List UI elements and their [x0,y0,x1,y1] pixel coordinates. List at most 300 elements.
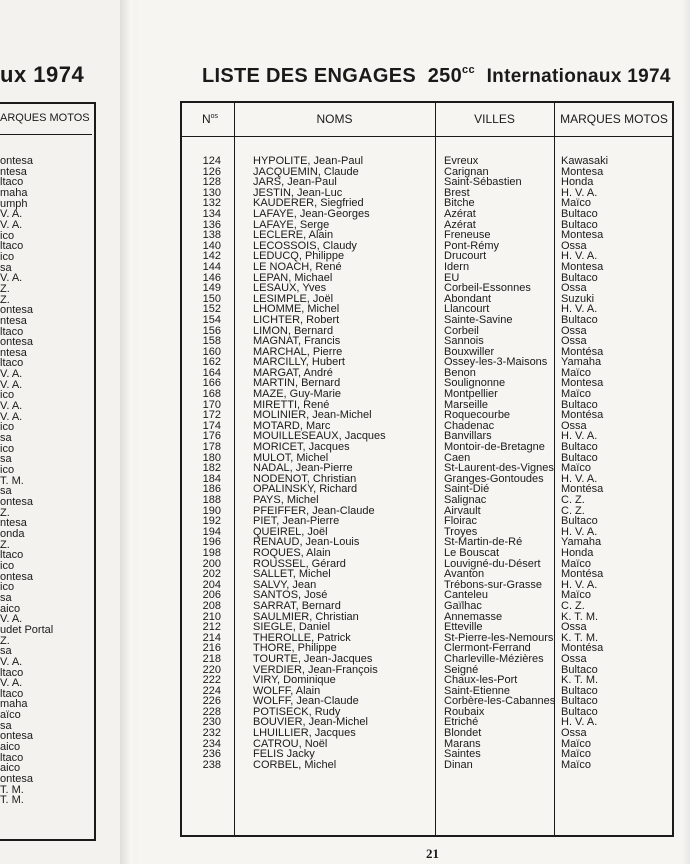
entry-city: Llancourt [444,303,490,316]
left-make-cell: V. A. [0,613,23,626]
entry-name: BOUVIER, Jean-Michel [253,716,368,729]
left-page [0,0,120,864]
entry-make: Bultaco [561,207,598,220]
entry-city: Abondant [444,292,492,305]
entry-city: Roubaix [444,705,485,718]
entry-number: 208 [202,599,221,612]
entry-number: 170 [202,398,221,411]
entry-number: 204 [202,578,221,591]
entry-name: MIRETTI, René [253,398,330,411]
entry-number: 222 [202,674,221,687]
entry-make: Montesa [561,377,604,390]
entry-name: PIET, Jean-Pierre [253,515,340,528]
entry-name: LIMON, Bernard [253,324,334,337]
entry-make: Ossa [561,727,587,740]
entry-name: LHUILLIER, Jacques [253,727,356,740]
left-header-divider [0,134,92,135]
entry-number: 156 [202,324,221,337]
entry-number: 168 [202,388,221,401]
entry-make: Bultaco [561,705,598,718]
entry-city: Soulignonne [444,377,506,390]
entry-make: Maïco [561,197,591,210]
entry-make: Montesa [561,229,604,242]
entry-number: 230 [202,716,221,729]
left-make-cell: V. A. [0,378,23,391]
entry-number: 218 [202,652,221,665]
entry-make: Maïco [561,589,591,602]
entry-city: Sainte-Savine [444,313,513,326]
entry-make: Ossa [561,335,587,348]
left-make-cell: ico [0,442,15,455]
makes-column [561,156,608,770]
left-make-cell: ntesa [0,517,27,530]
entry-number: 136 [202,218,221,231]
entry-city: Saint-Dié [444,483,490,496]
entry-city: Pont-Rémy [444,239,500,252]
entry-name: LECOSSOIS, Claudy [253,239,357,252]
entry-name: LAFAYE, Jean-Georges [253,207,370,220]
entry-make: Bultaco [561,695,598,708]
entry-name: LE NOACH, René [253,260,342,273]
entry-number: 178 [202,441,221,454]
entry-city: Etriché [444,716,479,729]
entry-name: ROQUES, Alain [253,546,331,559]
entry-number: 238 [202,758,221,771]
title-class-suffix: cc [462,64,475,76]
left-page-title: ux 1974 [0,62,85,87]
entry-number: 188 [202,494,221,506]
header-cities: VILLES [474,112,515,126]
entry-number: 194 [202,525,221,538]
entry-name: THEROLLE, Patrick [253,631,351,644]
entry-city: Gaïlhac [444,599,482,612]
left-make-cell: T. M. [0,794,24,807]
entry-city: Caen [444,451,471,464]
entry-make: Maïco [561,462,591,475]
entry-city: Granges-Gontoudes [444,472,544,485]
entry-make: Montésa [561,345,604,358]
left-make-cell: Z. [0,538,10,551]
left-make-cell: ntesa [0,165,27,178]
entry-name: LESAUX, Yves [253,282,327,295]
entry-name: NADAL, Jean-Pierre [253,462,353,475]
entry-number: 134 [202,207,221,220]
entry-city: Bitche [444,197,475,210]
left-make-cell: ltaco [0,240,24,253]
entry-name: LAFAYE, Serge [253,218,330,231]
entry-number: 142 [202,250,221,263]
title-main: LISTE DES ENGAGES [202,65,417,87]
entry-city: Avanton [444,568,485,581]
left-make-cell: aico [0,602,21,615]
entry-number: 190 [202,504,221,517]
entry-number: 154 [202,313,221,326]
left-make-cell: sa [0,261,12,274]
left-make-cell: ontesa [0,730,34,743]
entry-make: Bultaco [561,515,598,528]
left-make-cell: V. A. [0,410,23,423]
entry-name: MOTARD, Marc [253,419,331,432]
entry-name: THORE, Philippe [253,642,337,655]
entry-city: Saint-Etienne [444,684,511,697]
entry-make: Bultaco [561,441,598,454]
entry-name: JARS, Jean-Paul [253,176,337,189]
entry-number: 146 [202,271,221,284]
entry-city: Freneuse [444,229,491,242]
entry-number: 126 [202,165,221,178]
entry-number: 184 [202,472,221,485]
entry-make: Bultaco [561,218,598,231]
entry-city: Marseille [444,398,489,411]
entry-number: 140 [202,239,221,252]
entry-number: 160 [202,345,221,358]
entry-city: Etteville [444,621,483,634]
entry-number: 172 [202,409,221,422]
entry-make: H. V. A. [561,525,598,538]
entry-make: Yamaha [561,356,602,369]
entry-make: H. V. A. [561,186,598,199]
entry-number: 166 [202,377,221,390]
left-make-cell: ltaco [0,687,24,700]
entry-number: 144 [202,260,221,273]
entry-city: Azérat [444,218,476,231]
entry-make: Kawasaki [561,155,609,167]
entry-make: H. V. A. [561,578,598,591]
numbers-column [194,156,221,770]
entry-name: PAYS, Michel [253,494,319,506]
entry-city: Marans [444,737,481,750]
entry-make: Montesa [561,165,604,178]
entry-city: Blondet [444,727,482,740]
left-make-cell: ltaco [0,549,24,562]
left-make-cell: V. A. [0,218,23,231]
left-make-cell: onda [0,527,25,540]
entry-make: Bultaco [561,271,598,284]
col-divider-1 [234,103,235,835]
left-make-cell: ico [0,389,15,402]
entry-number: 232 [202,727,221,740]
left-make-cell: T. M. [0,474,24,487]
entry-city: Chadenac [444,419,495,432]
left-make-cell: ico [0,421,15,434]
entry-city: Louvigné-du-Désert [444,557,541,570]
entry-number: 162 [202,356,221,369]
left-make-cell: maha [0,186,28,199]
entry-city: Banvillars [444,430,492,443]
entry-city: Trébons-sur-Grasse [444,578,543,591]
entry-make: H. V. A. [561,303,598,316]
entry-name: NODENOT, Christian [253,472,357,485]
entry-city: Ossey-les-3-Maisons [444,356,548,369]
entry-make: Bultaco [561,313,598,326]
entry-name: SALLET, Michel [253,568,331,581]
entry-city: Corbère-les-Cabannes [444,695,556,708]
entry-number: 228 [202,705,221,718]
left-make-cell: ico [0,464,15,477]
entry-city: Salignac [444,494,487,506]
entry-name: MORICET, Jacques [253,441,350,454]
left-make-cell: V. A. [0,208,23,221]
entry-city: Sannois [444,335,484,348]
entry-city: Brest [444,186,470,199]
page-title [202,64,671,88]
entry-number: 202 [202,568,221,581]
left-make-cell: udet Portal [0,623,54,636]
entry-make: C. Z. [561,494,585,506]
entry-number: 210 [202,610,221,623]
left-make-cell: sa [0,453,12,466]
left-make-cell: sa [0,485,12,498]
left-make-cell: ltaco [0,751,24,764]
entry-name: POTISECK, Rudy [253,705,341,718]
entry-make: Honda [561,176,594,189]
entry-number: 130 [202,186,221,199]
entry-name: LEPAN, Michael [253,271,333,284]
entry-city: EU [444,271,460,284]
left-make-cell: ntesa [0,314,27,327]
entry-city: Le Bouscat [444,546,500,559]
entry-make: H. V. A. [561,430,598,443]
entry-make: Maïco [561,388,591,401]
entry-make: K. T. M. [561,631,599,644]
entry-make: K. T. M. [561,610,599,623]
left-make-cell: V. A. [0,272,23,285]
entry-city: Benon [444,366,476,379]
entry-city: Chaux-les-Port [444,674,518,687]
entry-city: St-Martin-de-Ré [444,536,523,549]
entry-name: CORBEL, Michel [253,758,337,771]
entry-make: H. V. A. [561,716,598,729]
left-make-cell: sa [0,645,12,658]
entry-city: Dinan [444,758,473,771]
entry-city: St-Laurent-des-Vignes [444,462,554,475]
left-make-cell: T. M. [0,783,24,796]
header-num: $N^{os}$ [201,112,219,126]
entry-number: 124 [202,155,221,167]
title-rest: Internationaux 1974 [486,66,671,87]
left-make-cell: ontesa [0,336,34,349]
entry-number: 192 [202,515,221,528]
left-make-cell: sa [0,432,12,445]
entry-name: HYPOLITE, Jean-Paul [253,155,364,167]
entry-name: WOLFF, Alain [253,684,321,697]
header-divider [182,136,672,137]
entry-name: MARTIN, Bernard [253,377,341,390]
entry-number: 220 [202,663,221,676]
entry-name: RENAUD, Jean-Louis [253,536,360,549]
entry-name: LEDUCQ, Philippe [253,250,345,263]
entry-city: Corbeil-Essonnes [444,282,531,295]
entry-city: Canteleu [444,589,489,602]
entry-make: Ossa [561,239,587,252]
entry-name: LHOMME, Michel [253,303,340,316]
entry-make: Ossa [561,282,587,295]
entry-make: Ossa [561,419,587,432]
entry-number: 196 [202,536,221,549]
entry-make: Honda [561,546,594,559]
left-make-cell: aïco [0,709,21,722]
entry-number: 212 [202,621,221,634]
entry-city: Seigné [444,663,479,676]
left-make-cell: ontesa [0,496,34,508]
entry-make: Maïco [561,748,591,761]
entry-make: Montésa [561,483,604,496]
entry-make: Montesa [561,260,604,273]
entry-number: 150 [202,292,221,305]
entry-name: VIRY, Dominique [253,674,336,687]
entry-make: Bultaco [561,398,598,411]
left-make-cell: Z. [0,293,10,306]
left-make-cell: sa [0,591,12,604]
left-make-cell: aico [0,762,21,775]
entry-name: WOLFF, Jean-Claude [253,695,359,708]
entry-name: MARCILLY, Hubert [253,356,345,369]
entry-name: MAZE, Guy-Marie [253,388,342,401]
left-make-cell: Z. [0,634,10,647]
entry-make: Ossa [561,621,587,634]
book-gutter [120,0,138,864]
entry-number: 214 [202,631,221,644]
entry-name: QUEIREL, Joël [253,525,328,538]
left-make-cell: ico [0,250,15,263]
entry-number: 152 [202,303,221,316]
entry-name: SARRAT, Bernard [253,599,341,612]
entry-name: KAUDERER, Siegfried [253,197,364,210]
entry-number: 182 [202,462,221,475]
entry-name: JESTIN, Jean-Luc [253,186,343,199]
entry-number: 216 [202,642,221,655]
entry-name: SAULMIER, Christian [253,610,359,623]
entry-number: 200 [202,557,221,570]
entry-name: PFEIFFER, Jean-Claude [253,504,375,517]
entry-number: 206 [202,589,221,602]
entry-name: LICHTER, Robert [253,313,340,326]
entry-make: Suzuki [561,292,595,305]
entry-number: 176 [202,430,221,443]
entry-city: Saintes [444,748,481,761]
left-makes-list [0,156,53,806]
entry-number: 132 [202,197,221,210]
entry-city: Idern [444,260,470,273]
left-make-cell: maha [0,698,28,711]
entry-name: FELIS Jacky [253,748,315,761]
left-make-cell: ltaco [0,325,24,338]
entry-number: 164 [202,366,221,379]
entry-make: Yamaha [561,536,602,549]
entry-make: Maïco [561,758,591,771]
left-make-cell: Z. [0,282,10,295]
entry-name: MOUILLESEAUX, Jacques [253,430,386,443]
entry-city: Drucourt [444,250,487,263]
entry-make: Maïco [561,366,591,379]
header-names: NOMS [316,112,353,126]
entry-name: LECLERE, Alain [253,229,334,242]
entry-number: 158 [202,335,221,348]
entry-city: St-Pierre-les-Nemours [444,631,554,644]
left-make-cell: ontesa [0,773,34,786]
entry-city: Charleville-Mézières [444,652,544,665]
entry-name: MARCHAL, Pierre [253,345,343,358]
entry-number: 198 [202,546,221,559]
left-make-cell: ico [0,229,15,242]
entry-name: SALVY, Jean [253,578,317,591]
left-make-cell: sa [0,719,12,732]
left-make-cell: Z. [0,506,10,519]
entry-make: H. V. A. [561,472,598,485]
entry-number: 149 [202,282,221,295]
entry-city: Carignan [444,165,489,178]
entry-make: Ossa [561,324,587,337]
entry-make: Montésa [561,642,604,655]
left-make-cell: umph [0,197,28,210]
entry-name: CATROU, Noël [253,737,328,750]
entry-city: Bouxwiller [444,345,495,358]
page-number: 21 [426,846,439,861]
entry-make: Bultaco [561,663,598,676]
scan-edge-shadow [682,0,690,864]
left-make-cell: ltaco [0,176,24,189]
left-make-cell: ico [0,581,15,594]
left-make-cell: ltaco [0,666,24,679]
entry-number: 224 [202,684,221,697]
entry-city: Montpellier [444,388,498,401]
entry-city: Saint-Sébastien [444,176,522,189]
entry-number: 180 [202,451,221,464]
entry-name: TOURTE, Jean-Jacques [253,652,373,665]
entry-make: H. V. A. [561,250,598,263]
title-class: 250 [427,65,463,87]
cities-column [444,156,555,770]
entry-city: Troyes [444,525,478,538]
entry-make: C. Z. [561,599,585,612]
entry-name: SANTOS, José [253,589,328,602]
entry-name: ROUSSEL, Gérard [253,557,346,570]
entry-name: MAGNAT, Francis [253,335,341,348]
entry-name: JACQUEMIN, Claude [253,165,359,178]
col-divider-2 [435,103,436,835]
entry-city: Roquecourbe [444,409,511,422]
entry-number: 234 [202,737,221,750]
entry-make: Maïco [561,557,591,570]
entry-make: Bultaco [561,684,598,697]
entry-name: MULOT, Michel [253,451,329,464]
entry-number: 186 [202,483,221,496]
left-make-cell: V. A. [0,400,23,413]
entry-number: 174 [202,419,221,432]
entry-make: Montésa [561,568,604,581]
entry-make: C. Z. [561,504,585,517]
entry-make: Montésa [561,409,604,422]
entry-make: Ossa [561,652,587,665]
entry-city: Airvault [444,504,481,517]
left-make-cell: ntesa [0,346,27,359]
entry-name: VERDIER, Jean-François [253,663,378,676]
entry-name: OPALINSKY, Richard [253,483,358,496]
entry-number: 138 [202,229,221,242]
left-make-cell: ontesa [0,155,34,167]
left-make-cell: ltaco [0,357,24,370]
header-makes: MARQUES MOTOS [560,112,668,126]
entry-name: LESIMPLE, Joël [253,292,334,305]
left-make-cell: V. A. [0,655,23,668]
entry-make: Bultaco [561,451,598,464]
entry-city: Montoir-de-Bretagne [444,441,545,454]
entry-city: Clermont-Ferrand [444,642,531,655]
entry-number: 226 [202,695,221,708]
entry-make: K. T. M. [561,674,599,687]
left-make-cell: V. A. [0,677,23,690]
left-table-header: ARQUES MOTOS [0,112,90,124]
